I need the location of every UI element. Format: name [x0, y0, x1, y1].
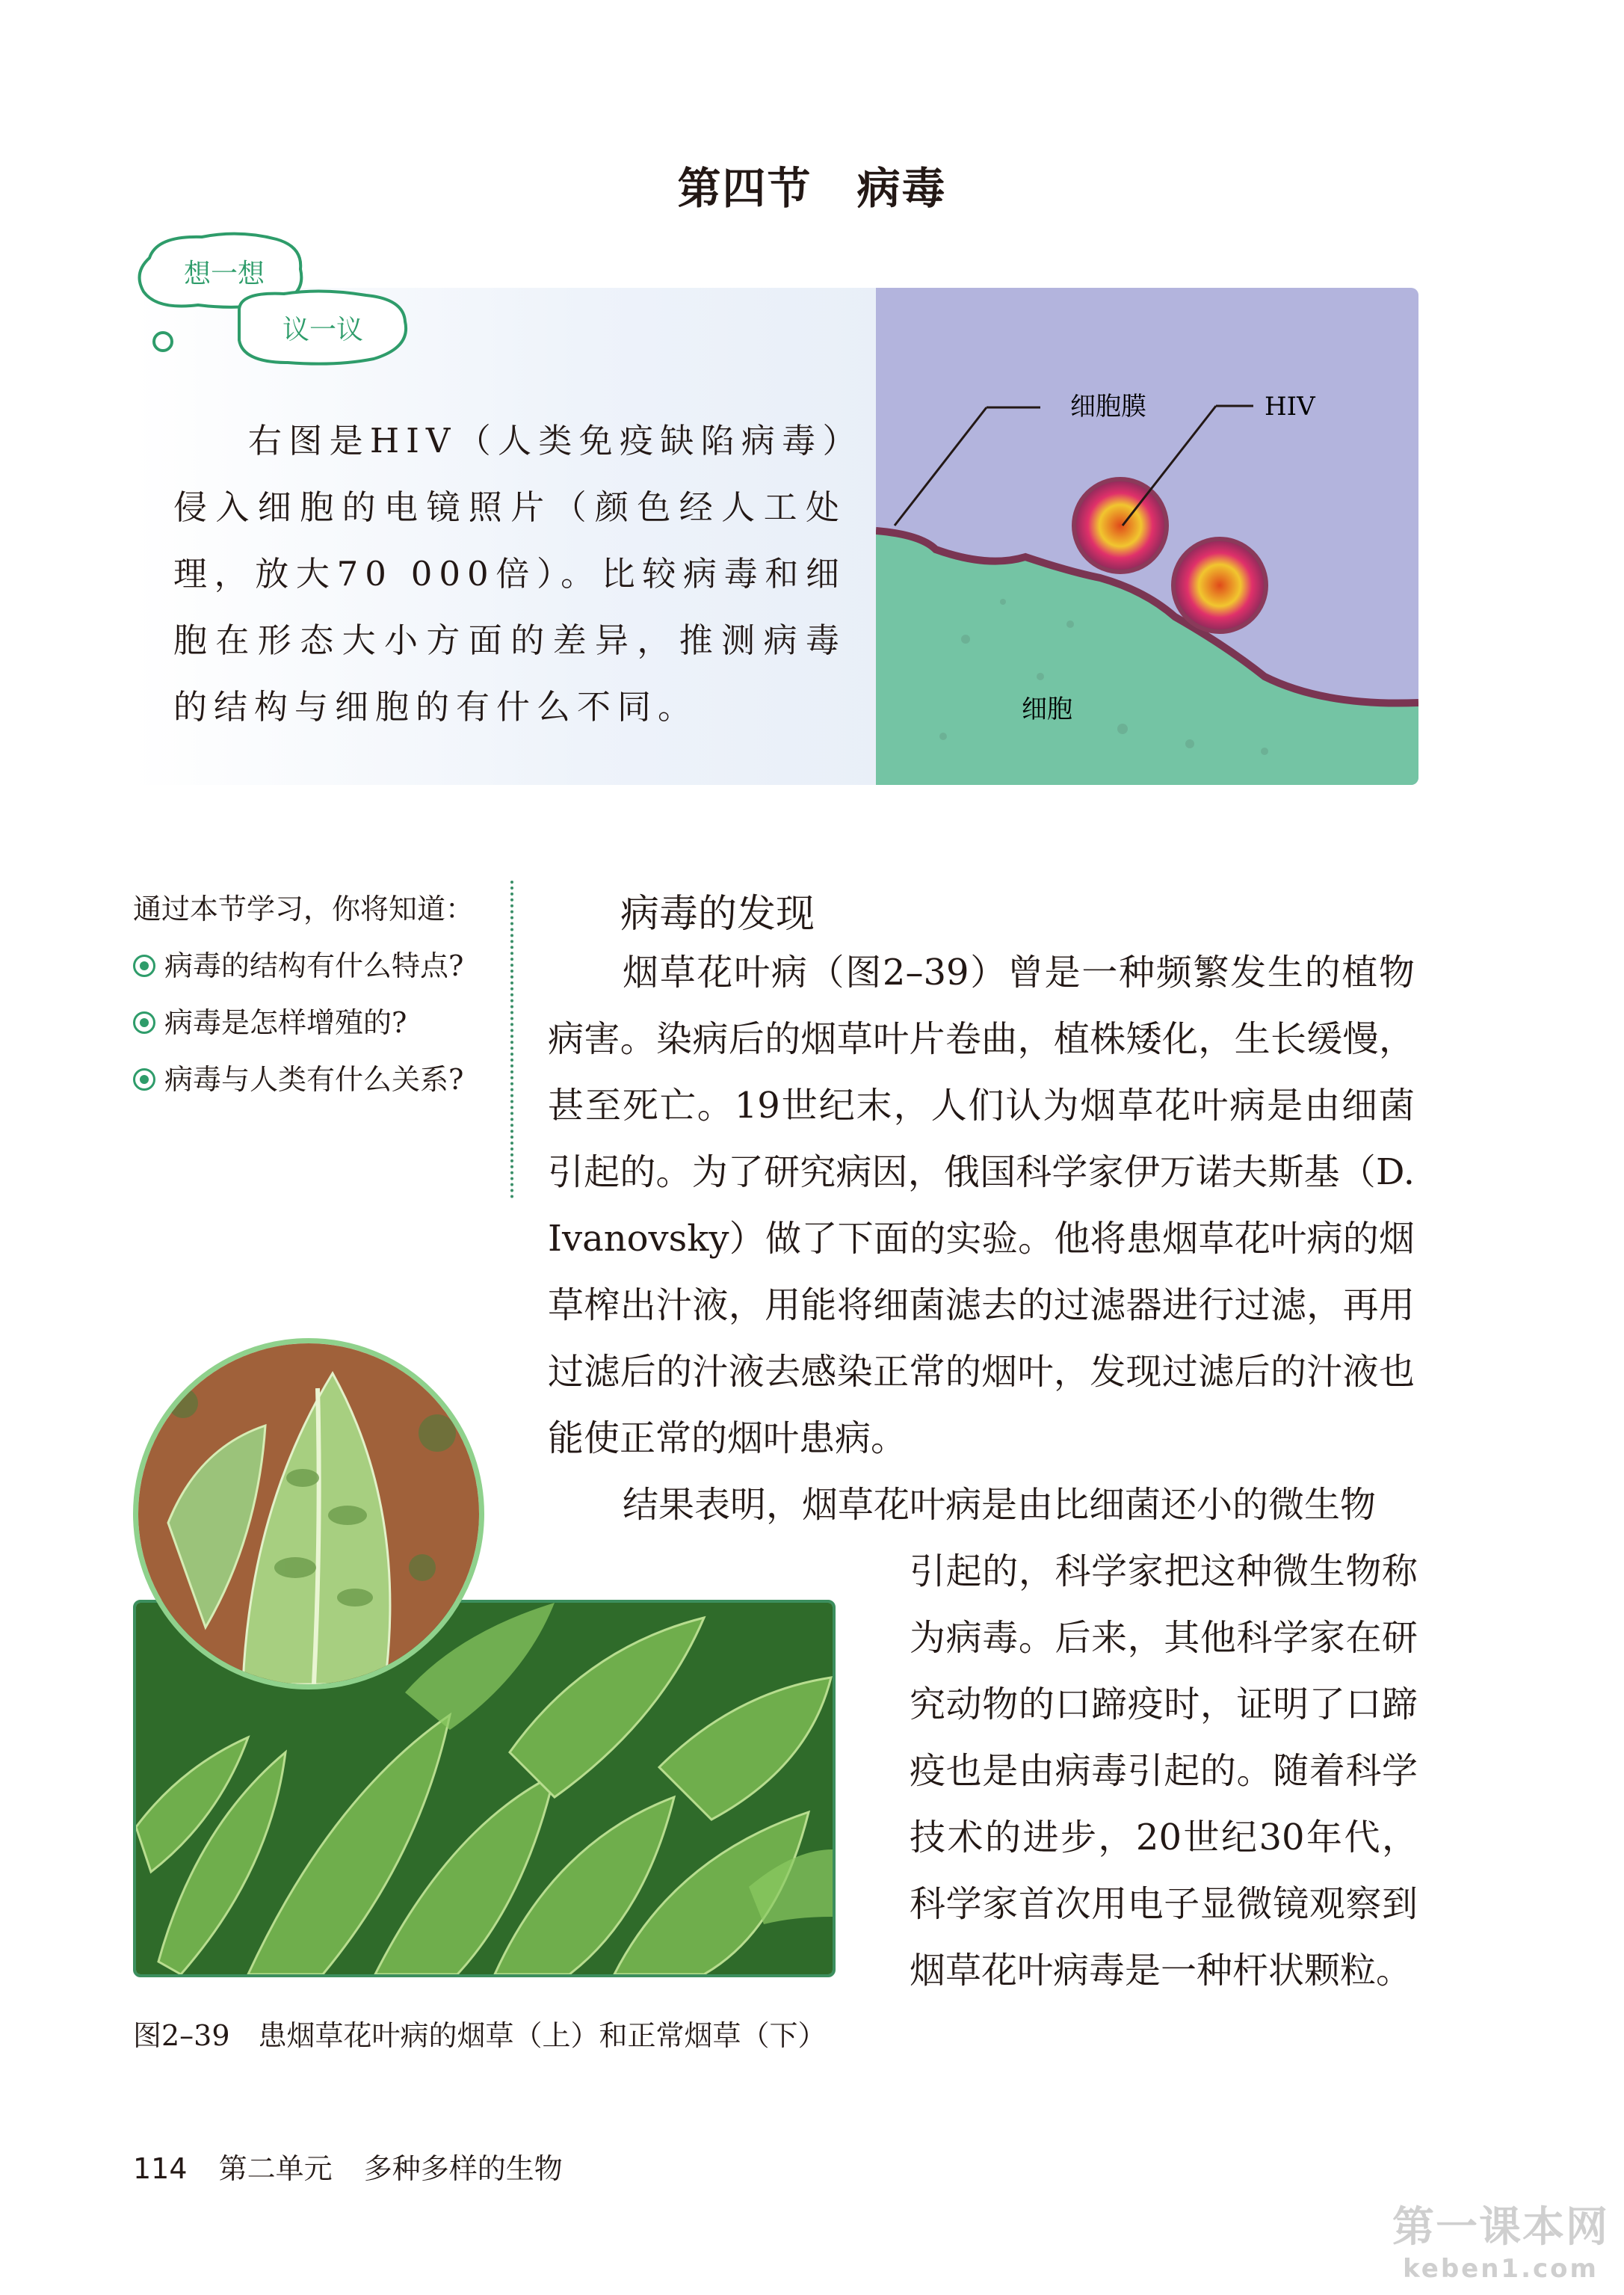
objective-text: 病毒的结构有什么特点? [164, 949, 464, 982]
body-text-continued [910, 1538, 1418, 2004]
page-title: 第四节 病毒 [677, 163, 947, 214]
watermark [1392, 2194, 1609, 2284]
label-cell-membrane: 细胞膜 [1070, 392, 1146, 422]
bubble-bottom-label: 议一议 [282, 315, 364, 345]
think-paragraph: 右图是HIV（人类免疫缺陷病毒）侵入细胞的电镜照片（颜色经人工处理，放大70 000倍）。比较病毒和细胞在形态大小方面的差异，推测病毒的结构与细胞的有什么不同。 [173, 421, 846, 727]
objective-item [133, 937, 507, 994]
bullet-icon [133, 1011, 155, 1034]
page-number: 114 [133, 2152, 188, 2185]
objective-text: 病毒与人类有什么关系? [164, 1063, 464, 1096]
paragraph-2-rest: 引起的，科学家把这种微生物称为病毒。后来，其他科学家在研究动物的口蹄疫时，证明了口蹄疫也是由病毒引起的。随着科学技术的进步，20世纪30年代，科学家首次用电子显微镜观察到烟草花叶病毒是一种杆状颗粒。 [910, 1550, 1418, 1991]
unit-label: 第二单元 [218, 2152, 333, 2185]
thought-bubble-icon [127, 228, 426, 389]
label-hiv: HIV [1265, 392, 1315, 422]
bullet-icon [133, 955, 155, 977]
objectives-intro: 通过本节学习，你将知道： [133, 893, 475, 925]
bubble-top-label: 想一想 [183, 259, 265, 289]
paragraph-2-start: 结果表明，烟草花叶病是由比细菌还小的微生物 [623, 1484, 1377, 1526]
dotted-divider [510, 881, 513, 1198]
page-footer [133, 2145, 585, 2187]
unit-title: 多种多样的生物 [363, 2152, 563, 2185]
paragraph-1: 烟草花叶病（图2–39）曾是一种频繁发生的植物病害。染病后的烟草叶片卷曲，植株矮化，生长缓慢，甚至死亡。19世纪末，人们认为烟草花叶病是由细菌引起的。为了研究病因，俄国科学家伊万诺夫斯基（D. Ivanovsky）做了下面的实验。他将患烟草花叶病的烟草榨出汁液，用能将细菌滤去的过滤器进行过滤，再用过滤后的汁液去感染正常的烟叶，发现过滤后的汁液也能使正常的烟叶患病。 [548, 952, 1415, 1459]
section-heading: 病毒的发现 [620, 892, 815, 937]
body-text [548, 940, 1415, 1538]
watermark-line2: keben1.com [1403, 2254, 1599, 2284]
watermark-line1: 第一课本网 [1392, 2203, 1609, 2252]
objective-item [133, 994, 507, 1051]
hiv-micrograph [876, 288, 1418, 785]
learning-objectives [133, 881, 507, 1108]
objective-item [133, 1051, 507, 1108]
objective-text: 病毒是怎样增殖的? [164, 1006, 407, 1039]
label-cell: 细胞 [1022, 694, 1072, 724]
diseased-tobacco-photo [133, 1338, 484, 1689]
think-question [173, 407, 846, 740]
bullet-icon [133, 1068, 155, 1091]
figure-caption: 图2–39 患烟草花叶病的烟草（上）和正常烟草（下） [133, 2019, 827, 2052]
